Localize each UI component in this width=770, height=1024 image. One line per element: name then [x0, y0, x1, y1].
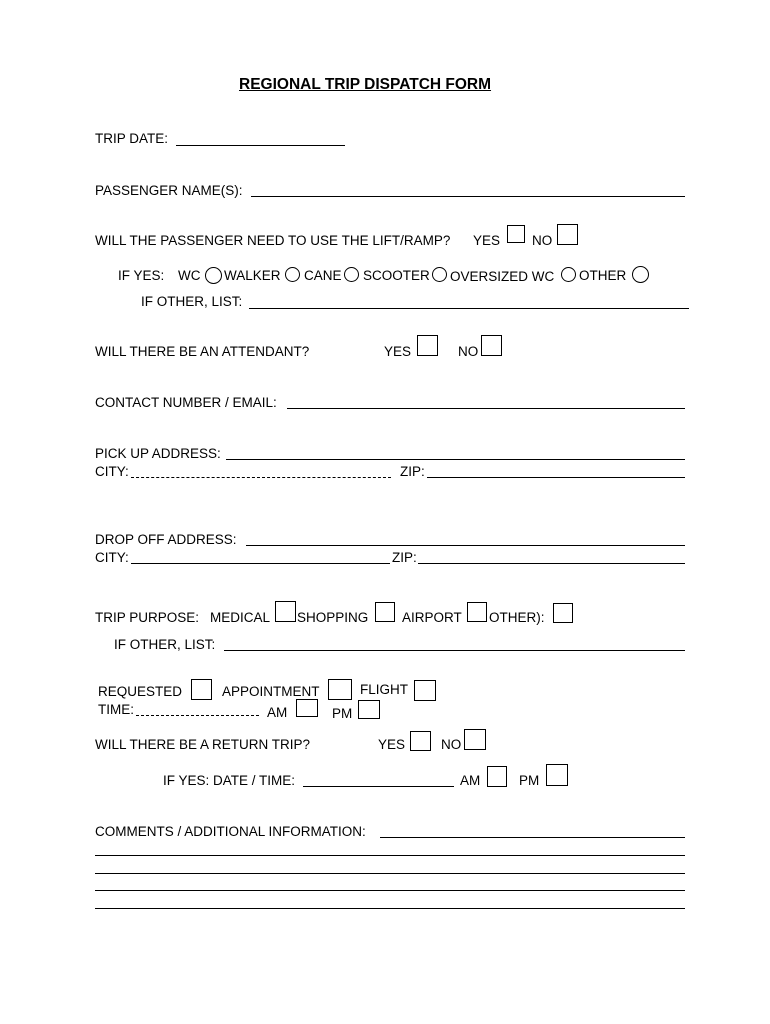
walker-label: WALKER [224, 268, 281, 283]
scooter-radio[interactable] [432, 267, 447, 282]
purpose-other-list-label: IF OTHER, LIST: [114, 637, 216, 652]
requested-time-field[interactable] [136, 715, 259, 716]
return-am-label: AM [460, 773, 481, 788]
lift-yes-checkbox[interactable] [507, 225, 525, 243]
requested-am-label: AM [267, 705, 288, 720]
pickup-zip-label: ZIP: [400, 464, 425, 479]
return-no-label: NO [441, 737, 462, 752]
return-am-checkbox[interactable] [487, 766, 507, 787]
return-yes-checkbox[interactable] [410, 731, 431, 751]
requested-label: REQUESTED [98, 684, 183, 699]
attendant-yes-checkbox[interactable] [417, 335, 438, 356]
shopping-label: SHOPPING [297, 610, 369, 625]
medical-checkbox[interactable] [275, 601, 296, 622]
passenger-name-label: PASSENGER NAME(S): [95, 183, 243, 198]
pickup-address-field[interactable] [226, 459, 685, 460]
walker-radio[interactable] [285, 267, 300, 282]
wc-radio[interactable] [205, 267, 222, 284]
purpose-other-list-field[interactable] [224, 650, 685, 651]
trip-purpose-label: TRIP PURPOSE: [95, 610, 200, 625]
appointment-label: APPOINTMENT [222, 684, 320, 699]
comments-line-1[interactable] [380, 837, 685, 838]
comments-line-2[interactable] [95, 855, 685, 856]
requested-pm-label: PM [332, 706, 353, 721]
appointment-checkbox[interactable] [328, 679, 352, 700]
lift-no-label: NO [532, 233, 553, 248]
attendant-yes-label: YES [384, 344, 412, 359]
dropoff-zip-label: ZIP: [392, 550, 417, 565]
return-date-time-label: IF YES: DATE / TIME: [163, 773, 296, 788]
attendant-no-checkbox[interactable] [481, 335, 502, 356]
wc-label: WC [178, 268, 201, 283]
dropoff-zip-field[interactable] [418, 563, 685, 564]
oversized-wc-radio[interactable] [561, 267, 576, 282]
medical-label: MEDICAL [210, 610, 271, 625]
scooter-label: SCOOTER [363, 268, 430, 283]
dropoff-address-label: DROP OFF ADDRESS: [95, 532, 237, 547]
trip-date-field[interactable] [176, 145, 345, 146]
lift-question: WILL THE PASSENGER NEED TO USE THE LIFT/RAMP? [95, 233, 451, 248]
lift-if-yes-label: IF YES: [118, 268, 165, 283]
return-no-checkbox[interactable] [464, 729, 486, 750]
return-yes-label: YES [378, 737, 406, 752]
attendant-question: WILL THERE BE AN ATTENDANT? [95, 344, 310, 359]
cane-label: CANE [304, 268, 342, 283]
flight-checkbox[interactable] [414, 680, 436, 701]
comments-line-5[interactable] [95, 908, 685, 909]
dropoff-city-field[interactable] [131, 563, 390, 564]
pickup-address-label: PICK UP ADDRESS: [95, 446, 221, 461]
return-pm-checkbox[interactable] [546, 764, 568, 786]
airport-checkbox[interactable] [467, 602, 487, 622]
purpose-other-checkbox[interactable] [553, 603, 573, 623]
shopping-checkbox[interactable] [375, 602, 395, 622]
return-pm-label: PM [519, 773, 540, 788]
return-date-time-field[interactable] [303, 786, 454, 787]
pickup-zip-field[interactable] [427, 477, 685, 478]
pickup-city-field[interactable] [131, 477, 391, 478]
mobility-other-list-label: IF OTHER, LIST: [141, 294, 243, 309]
requested-checkbox[interactable] [191, 679, 212, 700]
trip-date-label: TRIP DATE: [95, 131, 169, 146]
lift-no-checkbox[interactable] [557, 224, 578, 245]
other-mobility-label: OTHER [579, 268, 627, 283]
cane-radio[interactable] [344, 267, 359, 282]
oversized-wc-label: OVERSIZED WC [450, 269, 555, 284]
requested-pm-checkbox[interactable] [358, 700, 380, 719]
lift-yes-label: YES [473, 233, 501, 248]
comments-line-4[interactable] [95, 890, 685, 891]
dropoff-address-field[interactable] [246, 545, 685, 546]
passenger-name-field[interactable] [251, 196, 685, 197]
return-trip-question: WILL THERE BE A RETURN TRIP? [95, 737, 311, 752]
requested-am-checkbox[interactable] [296, 699, 318, 717]
airport-label: AIRPORT [402, 610, 462, 625]
contact-label: CONTACT NUMBER / EMAIL: [95, 395, 277, 410]
contact-field[interactable] [287, 408, 685, 409]
dropoff-city-label: CITY: [95, 550, 129, 565]
comments-label: COMMENTS / ADDITIONAL INFORMATION: [95, 824, 366, 839]
purpose-other-label: OTHER): [489, 610, 545, 625]
mobility-other-list-field[interactable] [249, 308, 689, 309]
requested-time-label: TIME: [98, 702, 134, 717]
flight-label: FLIGHT [360, 682, 409, 697]
other-mobility-radio[interactable] [632, 266, 649, 283]
pickup-city-label: CITY: [95, 464, 129, 479]
page-title: REGIONAL TRIP DISPATCH FORM [239, 76, 492, 93]
comments-line-3[interactable] [95, 873, 685, 874]
attendant-no-label: NO [458, 344, 479, 359]
